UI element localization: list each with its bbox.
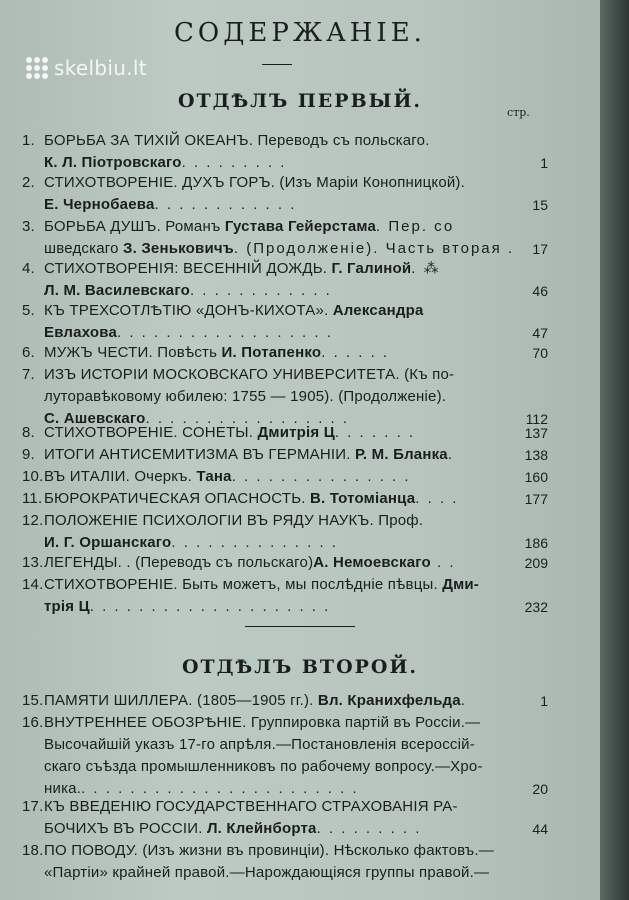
toc-entry <box>22 364 552 430</box>
toc-entry <box>22 342 552 364</box>
entry-text: . (Изъ жизни въ провинціи). Нѣсколько фактовъ.— <box>133 842 494 859</box>
entry-text: . . . . . . . . . . . . . . . <box>231 468 411 485</box>
entry-title: БОРЬБА ДУШЪ <box>44 218 157 235</box>
entry-text: . <box>447 446 455 463</box>
page-number: 44 <box>532 821 548 837</box>
entry-author: Р. М. Бланка <box>354 446 448 463</box>
entry-author: Л. Клейнборта <box>206 820 317 837</box>
entry-title: КЪ ТРЕХСОТЛѢТІЮ «ДОНЪ-КИХОТА». <box>44 302 333 319</box>
title-rule <box>262 64 292 65</box>
entry-author: В. Тотоміанца <box>309 490 416 507</box>
entry-text: . (Переводъ съ польскаго) <box>126 554 314 571</box>
entry-text: . . . . . . . . . . . . . . . . . <box>145 410 350 427</box>
entry-title: ВНУТРЕННЕЕ ОБОЗРѢНІЕ <box>44 714 243 731</box>
toc-entry <box>22 172 552 216</box>
entry-title: ПАМЯТИ ШИЛЛЕРА <box>44 692 189 709</box>
entry-number: 14. <box>22 576 44 593</box>
entry-text: . . . . . . . . . . . . . . <box>171 534 338 551</box>
entry-author: Тана <box>196 468 232 485</box>
entry-number: 9. <box>22 446 35 463</box>
entry-author: трія Ц <box>44 598 90 615</box>
entry-text: шведскаго <box>44 240 123 257</box>
watermark-logo-icon <box>26 57 48 79</box>
entry-author: И. Г. Оршанскаго <box>44 534 172 551</box>
section-divider <box>245 626 355 627</box>
toc-entry <box>22 300 552 344</box>
entry-number: 4. <box>22 260 35 277</box>
page-number: 1 <box>540 155 548 171</box>
entry-text: . . . . . . <box>321 344 390 361</box>
entry-text: . . . . . . . <box>334 424 416 441</box>
entry-title: СТИХОТВОРЕНІЕ. ДУХЪ ГОРЪ <box>44 174 271 191</box>
entry-number: 12. <box>22 512 44 529</box>
entry-title: КЪ ВВЕДЕНІЮ ГОСУДАРСТВЕННАГО СТРАХОВАНІЯ РА- <box>44 798 458 815</box>
page-number: 160 <box>524 469 548 485</box>
entry-author: К. Л. Піотровскаго <box>44 154 182 171</box>
entry-number: 17. <box>22 798 44 815</box>
page-number: 112 <box>525 411 548 427</box>
entry-title: ПО ПОВОДУ <box>44 842 134 859</box>
entry-number: 10. <box>22 468 44 485</box>
page-number: 232 <box>524 599 548 615</box>
page-number: 15 <box>532 197 548 213</box>
entry-author: Г. Галиной <box>331 260 412 277</box>
entry-number: 3. <box>22 218 35 235</box>
entry-title: МУЖЪ ЧЕСТИ <box>44 344 149 361</box>
toc-entry <box>22 488 552 510</box>
entry-text: . (1805—1905 гг.). <box>188 692 318 709</box>
entry-text: . (Изъ Маріи Конопницкой). <box>270 174 465 191</box>
toc-entry <box>22 466 552 488</box>
page-number: 47 <box>532 325 548 341</box>
page-number: 20 <box>532 781 548 797</box>
entry-author: Дмитрія Ц <box>257 424 335 441</box>
page-number: 186 <box>524 535 548 551</box>
toc-entry <box>22 216 552 260</box>
entry-number: 8. <box>22 424 35 441</box>
entry-text: . . . . . . . . . . . . . . . . . . . . <box>89 598 331 615</box>
entry-author: Евлахова <box>44 324 117 341</box>
entry-text: . . . . . . . . . . . . <box>189 282 332 299</box>
entry-text: . Быть можетъ, мы послѣдніе пѣвцы. <box>173 576 443 593</box>
toc-entry <box>22 510 552 554</box>
entry-title: ВЪ ИТАЛІИ <box>44 468 126 485</box>
entry-number: 1. <box>22 132 35 149</box>
entry-text: . . . . . . . . . . . . . . . . . . . . . . . <box>81 780 359 797</box>
entry-author: И. Потапенко <box>221 344 322 361</box>
entry-text: луторавѣковому юбилею: 1755 — 1905). (Продолженіе). <box>44 388 447 405</box>
toc-entry <box>22 690 552 712</box>
entry-text: ника. <box>44 780 82 797</box>
entry-number: 15. <box>22 692 44 709</box>
entry-title: ЛЕГЕНДЫ. <box>44 554 127 571</box>
entry-title: ИТОГИ АНТИСЕМИТИЗМА ВЪ ГЕРМАНІИ. <box>44 446 355 463</box>
toc-entry <box>22 796 552 840</box>
entry-author: Густава Гейерстама <box>224 218 377 235</box>
page-number: 138 <box>524 447 548 463</box>
entry-text: . <box>460 692 467 709</box>
toc-entry <box>22 840 552 884</box>
toc-entry <box>22 552 552 574</box>
entry-author: З. Зеньковичъ <box>123 240 234 257</box>
entry-number: 11. <box>22 490 43 507</box>
page-number: 46 <box>532 283 548 299</box>
section-2-heading: ОТДѢЛЪ ВТОРОЙ. <box>181 656 419 678</box>
entry-number: 16. <box>22 714 44 731</box>
entry-text: . (Продолженіе). Часть вторая . <box>233 240 515 257</box>
page-number: 209 <box>524 555 548 571</box>
entry-text: . Повѣсть <box>148 344 222 361</box>
entry-title: СТИХОТВОРЕНІЯ: ВЕСЕННІЙ ДОЖДЬ. <box>44 260 332 277</box>
entry-author: Е. Чернобаева <box>44 196 155 213</box>
entry-text: . Романъ <box>156 218 225 235</box>
entry-text: . . <box>430 554 456 571</box>
page-title: СОДЕРЖАНІЕ. <box>174 18 426 48</box>
entry-title: ИЗЪ ИСТОРІИ МОСКОВСКАГО УНИВЕРСИТЕТА <box>44 366 396 383</box>
toc-entry <box>22 574 552 618</box>
section-1-heading: ОТДѢЛЪ ПЕРВЫЙ. <box>177 90 423 112</box>
entry-title: ПОЛОЖЕНІЕ ПСИХОЛОГІИ ВЪ РЯДУ НАУКЪ <box>44 512 370 529</box>
entry-author: А. Немоевскаго <box>313 554 431 571</box>
entry-text: . . . . . . . . . <box>181 154 287 171</box>
entry-text: . Очеркъ. <box>125 468 197 485</box>
entry-author: Л. М. Василевскаго <box>44 282 190 299</box>
entry-author: Вл. Кранихфельда <box>317 692 461 709</box>
entry-text: скаго съѣзда промышленниковъ по рабочему вопросу.—Хро- <box>44 758 483 775</box>
entry-text: . . . . <box>415 490 459 507</box>
page-edge <box>600 0 629 900</box>
entry-title: СТИХОТВОРЕНІЕ. СОНЕТЫ. <box>44 424 258 441</box>
page-number: 137 <box>524 425 548 441</box>
toc-entry <box>22 130 552 174</box>
entry-text: . Группировка партій въ Россіи.— <box>242 714 481 731</box>
entry-author: Александра <box>332 302 424 319</box>
entry-number: 6. <box>22 344 35 361</box>
entry-text: . . . . . . . . . . . . <box>154 196 297 213</box>
entry-text: . Переводъ съ польскаго. <box>248 132 430 149</box>
entry-title: БОРЬБА ЗА ТИХІЙ ОКЕАНЪ <box>44 132 249 149</box>
entry-text: БОЧИХЪ ВЪ РОССІИ. <box>44 820 207 837</box>
entry-text: . Пер. со <box>376 218 455 235</box>
entry-text: . (Къ по- <box>395 366 455 383</box>
page-number: 17 <box>532 241 548 257</box>
page-number: 70 <box>532 345 548 361</box>
entry-author: Дми- <box>442 576 480 593</box>
watermark-text: skelbiu.lt <box>54 56 147 80</box>
toc-entry <box>22 444 552 466</box>
entry-number: 13. <box>22 554 44 571</box>
toc-entry <box>22 422 552 444</box>
entry-text: . . . . . . . . . <box>316 820 422 837</box>
entry-number: 7. <box>22 366 35 383</box>
entry-number: 18. <box>22 842 44 859</box>
entry-number: 5. <box>22 302 35 319</box>
page-number: 177 <box>524 491 548 507</box>
page-number: 1 <box>540 693 548 709</box>
watermark <box>26 56 147 80</box>
pages-label: стр. <box>507 106 530 119</box>
entry-text: . ⁂ <box>411 260 441 277</box>
entry-text: . Проф. <box>369 512 424 529</box>
entry-number: 2. <box>22 174 35 191</box>
entry-text: . . . . . . . . . . . . . . . . . . <box>117 324 333 341</box>
entry-title: БЮРОКРАТИЧЕСКАЯ ОПАСНОСТЬ. <box>44 490 310 507</box>
toc-entry <box>22 258 552 302</box>
entry-author: С. Ашевскаго <box>44 410 146 427</box>
toc-entry <box>22 712 552 800</box>
entry-text: «Партіи» крайней правой.—Нарождающіяся группы правой.— <box>44 864 490 881</box>
entry-text: Высочайшій указъ 17-го апрѣля.—Постановленія всероссій- <box>44 736 475 753</box>
entry-title: СТИХОТВОРЕНІЕ <box>44 576 174 593</box>
